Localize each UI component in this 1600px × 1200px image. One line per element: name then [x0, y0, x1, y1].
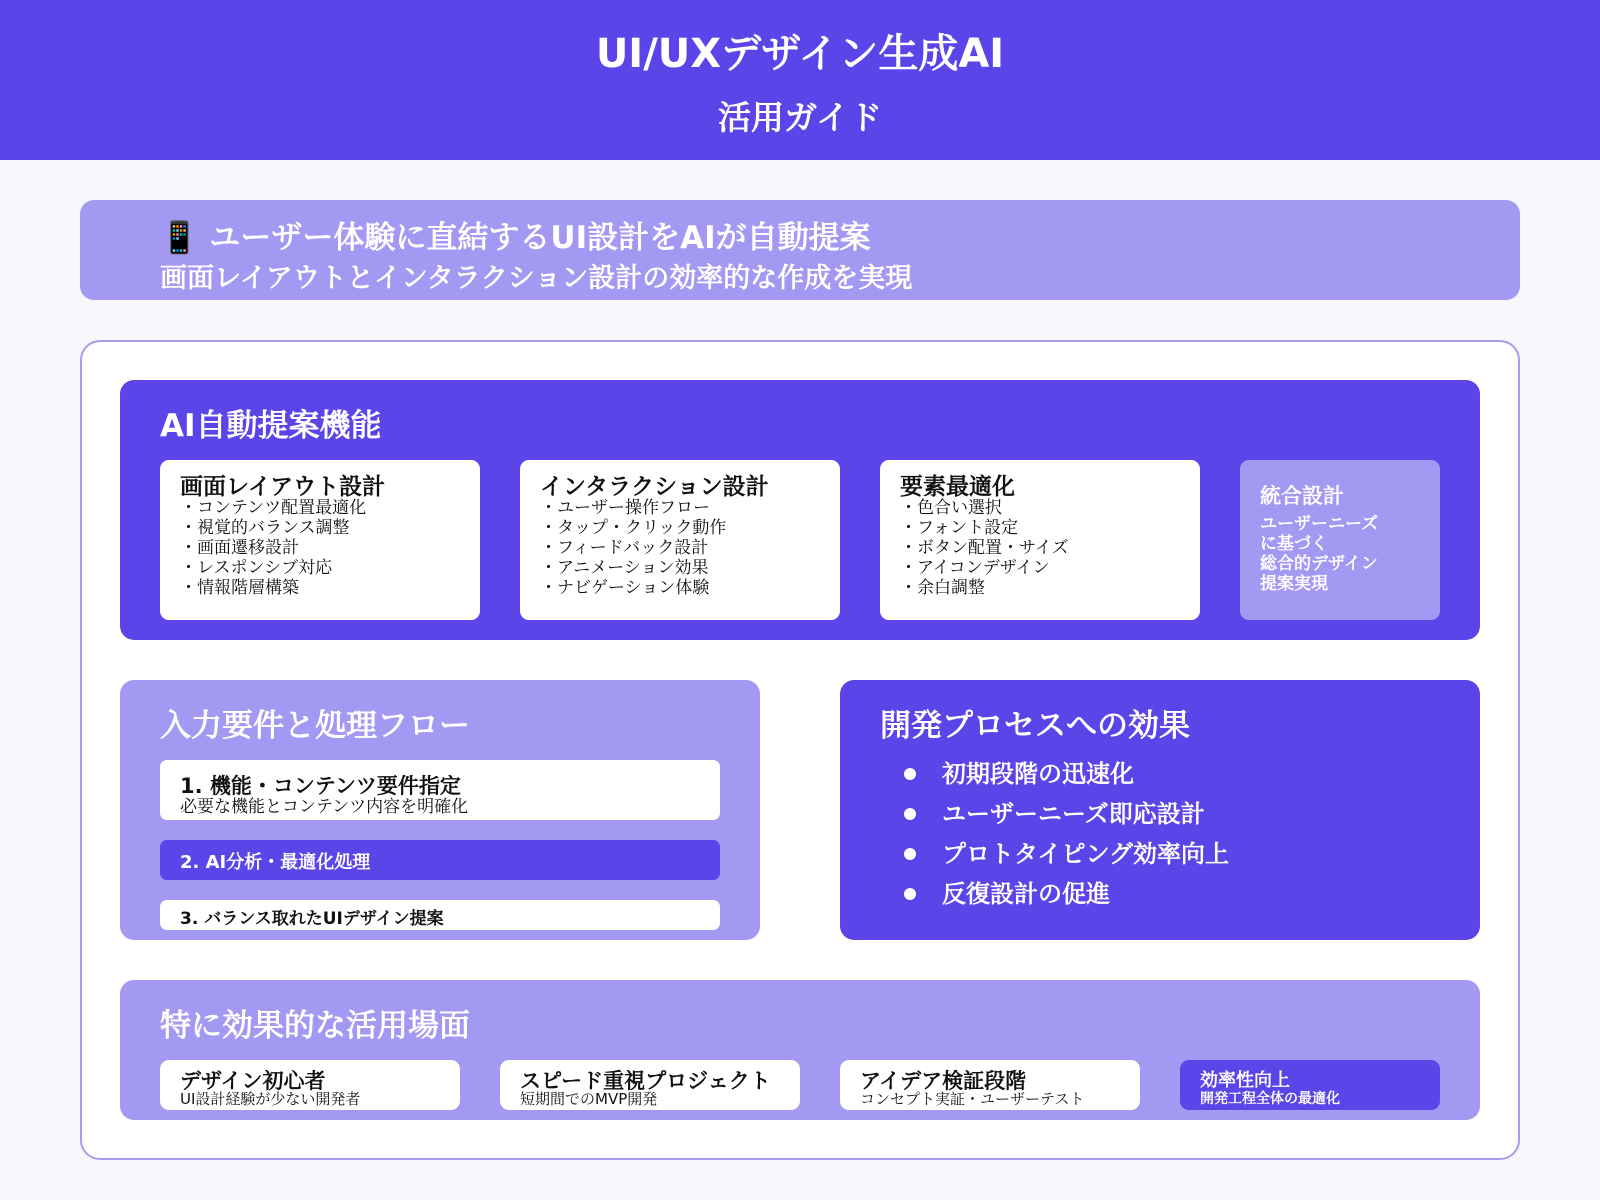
scene-desc: コンセプト実証・ユーザーテスト: [860, 1090, 1085, 1108]
banner-subline: 画面レイアウトとインタラクション設計の効率的な作成を実現: [160, 263, 913, 294]
page-header: [0, 0, 1600, 160]
scene-card: [160, 1060, 460, 1110]
feature-card-title: 画面レイアウト設計: [180, 474, 386, 500]
ai-features-heading: AI自動提案機能: [160, 408, 382, 444]
intro-banner: [80, 200, 1520, 300]
list-item: ・ ユーザー操作フロー: [540, 498, 726, 518]
list-item: ・ アニメーション効果: [540, 558, 726, 578]
list-item: ・ 色合い選択: [900, 498, 1069, 518]
scene-title: スピード重視プロジェクト: [520, 1069, 771, 1093]
integrated-design-title: 統合設計: [1260, 484, 1344, 508]
integrated-design-line: ユーザーニーズ: [1260, 514, 1379, 534]
feature-card-interaction: [520, 460, 840, 620]
effects-section: [840, 680, 1480, 940]
feature-card-list: [900, 498, 1069, 598]
list-item: ・ レスポンシブ対応: [180, 558, 366, 578]
flow-heading: 入力要件と処理フロー: [160, 708, 470, 744]
scene-title: 効率性向上: [1200, 1070, 1290, 1091]
scenes-heading: 特に効果的な活用場面: [160, 1008, 470, 1044]
scene-card: [500, 1060, 800, 1110]
banner-headline: ユーザー体験に直結するUI設計をAIが自動提案: [209, 220, 871, 256]
integrated-design-text: [1260, 514, 1400, 594]
integrated-design-card: [1240, 460, 1440, 620]
scene-desc: 短期間でのMVP開発: [520, 1090, 658, 1108]
list-item: 反復設計の促進: [902, 874, 1229, 914]
list-item: ・ アイコンデザイン: [900, 558, 1069, 578]
effects-heading: 開発プロセスへの効果: [880, 708, 1190, 744]
list-item: ・ フィードバック設計: [540, 538, 726, 558]
list-item: プロトタイピング効率向上: [902, 834, 1229, 874]
list-item: ・ 情報階層構築: [180, 578, 366, 598]
scenes-section: [120, 980, 1480, 1120]
feature-card-title: 要素最適化: [900, 474, 1015, 500]
scene-title: デザイン初心者: [180, 1069, 326, 1093]
flow-step-3: [160, 900, 720, 930]
feature-card-list: [540, 498, 726, 598]
list-item: ・ ナビゲーション体験: [540, 578, 726, 598]
integrated-design-line: 総合的デザイン: [1260, 554, 1378, 574]
content-frame: [80, 340, 1520, 1160]
list-item: ・ 画面遷移設計: [180, 538, 366, 558]
integrated-design-line: に基づく: [1260, 534, 1328, 554]
feature-card-elements: [880, 460, 1200, 620]
feature-card-layout: [160, 460, 480, 620]
list-item: ・ フォント設定: [900, 518, 1069, 538]
list-item: ・ 視覚的バランス調整: [180, 518, 366, 538]
list-item: ・ コンテンツ配置最適化: [180, 498, 366, 518]
scene-title: アイデア検証段階: [860, 1069, 1027, 1093]
feature-card-title: インタラクション設計: [540, 474, 769, 500]
list-item: ユーザーニーズ即応設計: [902, 794, 1229, 834]
integrated-design-line: 提案実現: [1260, 574, 1328, 594]
flow-step-1: [160, 760, 720, 820]
list-item: ・ ボタン配置・サイズ: [900, 538, 1069, 558]
feature-card-list: [180, 498, 366, 598]
effects-list: [902, 754, 1229, 914]
ai-features-section: [120, 380, 1480, 640]
page-subtitle: 活用ガイド: [717, 98, 882, 137]
flow-step-2: [160, 840, 720, 880]
list-item: 初期段階の迅速化: [902, 754, 1229, 794]
list-item: ・ 余白調整: [900, 578, 1069, 598]
banner-headline-row: [160, 212, 871, 257]
scene-card: [840, 1060, 1140, 1110]
flow-step-title: 1. 機能・コンテンツ要件指定: [180, 774, 461, 798]
flow-section: [120, 680, 760, 940]
scene-desc: 開発工程全体の最適化: [1200, 1091, 1340, 1107]
scene-desc: UI設計経験が少ない開発者: [180, 1090, 361, 1108]
page-title: UI/UXデザイン生成AI: [595, 31, 1005, 77]
scene-card-highlight: [1180, 1060, 1440, 1110]
mobile-phone-icon: 📱: [160, 220, 199, 256]
flow-step-title: 2. AI分析・最適化処理: [180, 852, 371, 873]
flow-step-desc: 必要な機能とコンテンツ内容を明確化: [180, 797, 469, 817]
flow-step-title: 3. バランス取れたUIデザイン提案: [180, 909, 444, 929]
list-item: ・ タップ・クリック動作: [540, 518, 726, 538]
